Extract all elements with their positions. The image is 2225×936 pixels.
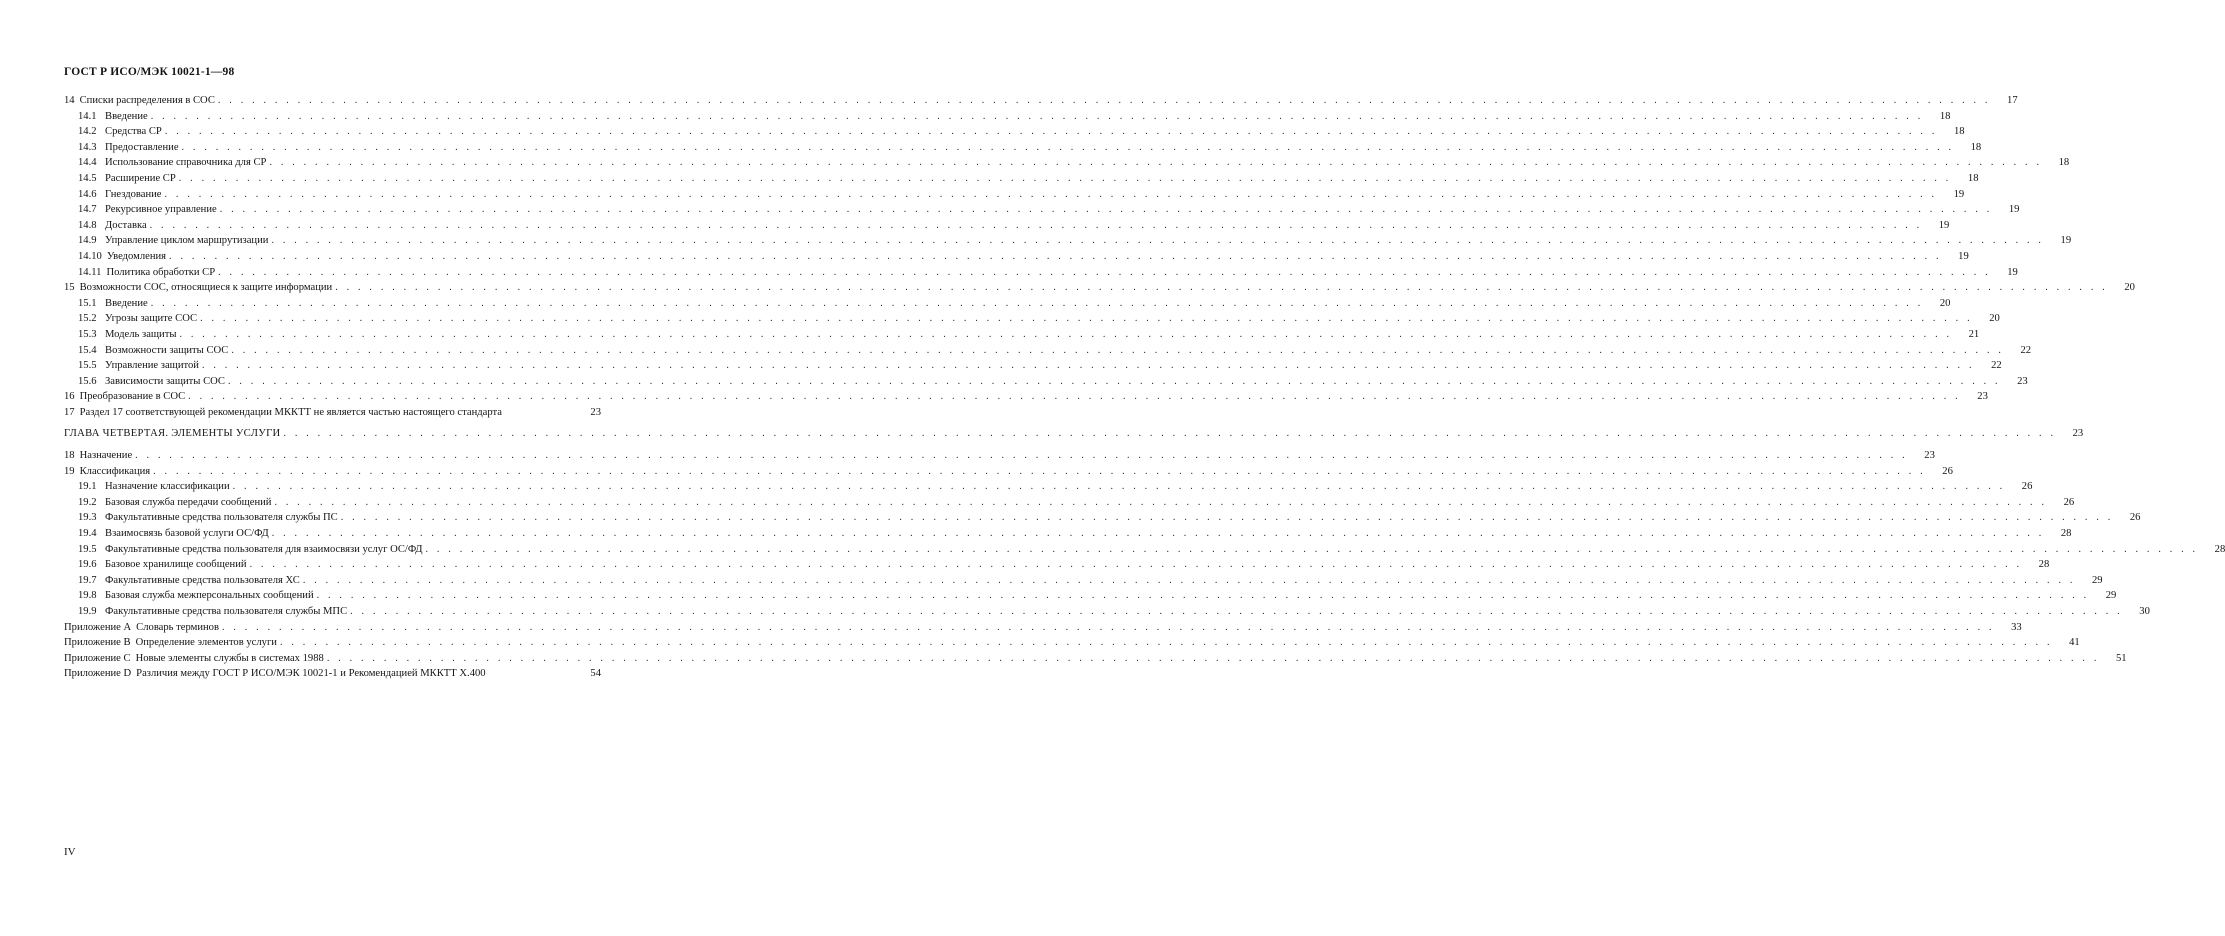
toc-entry-number: 14.4 bbox=[78, 157, 97, 169]
toc-entry-title: Определение элементов услуги bbox=[135, 637, 277, 649]
toc-entry-title: Зависимости защиты СОС bbox=[105, 375, 225, 387]
toc-entry[interactable] bbox=[64, 389, 1988, 405]
toc-dot-leader bbox=[218, 265, 1991, 281]
toc-entry[interactable] bbox=[64, 311, 2000, 327]
toc-entry[interactable] bbox=[64, 327, 1980, 343]
toc-entry[interactable] bbox=[64, 343, 2032, 359]
toc-entry[interactable] bbox=[64, 573, 2103, 589]
toc-entry-number: 14.6 bbox=[78, 188, 97, 200]
toc-entry-page: 19 bbox=[1938, 219, 1950, 231]
toc-entry-title: Введение bbox=[105, 297, 148, 309]
toc-entry[interactable] bbox=[64, 124, 1965, 140]
toc-entry[interactable] bbox=[64, 265, 2018, 281]
toc-entry-page: 29 bbox=[2105, 590, 2117, 602]
toc-entry-title: Управление защитой bbox=[105, 360, 199, 372]
toc-entry[interactable] bbox=[64, 448, 1935, 464]
toc-entry-number: 15.6 bbox=[78, 375, 97, 387]
toc-dot-leader bbox=[231, 343, 2004, 359]
toc-entry[interactable] bbox=[64, 542, 2225, 558]
toc-dot-leader bbox=[179, 327, 1952, 343]
toc-entry-number: Приложение В bbox=[64, 637, 131, 649]
toc-entry[interactable] bbox=[64, 233, 2072, 249]
toc-entry-number: 14.8 bbox=[78, 219, 97, 231]
toc-dot-leader bbox=[317, 588, 2090, 604]
toc-entry-page: 20 bbox=[1939, 297, 1951, 309]
toc-entry-title: Возможности защиты СОС bbox=[105, 344, 229, 356]
toc-entry-title: Факультативные средства пользователя ХС bbox=[105, 574, 300, 586]
toc-dot-leader bbox=[200, 311, 1973, 327]
toc-entry-page: 30 bbox=[2139, 606, 2150, 617]
toc-entry-page: 51 bbox=[2115, 652, 2127, 664]
toc-entry-page: 23 bbox=[1924, 450, 1935, 462]
toc-dot-leader bbox=[327, 651, 2100, 667]
toc-entry-title: Раздел 17 соответствующей рекомендации МККТТ не является частью настоящего стандарта bbox=[79, 406, 502, 418]
toc-entry-page: 28 bbox=[2060, 528, 2072, 540]
toc-entry-title: Модель защиты bbox=[105, 328, 177, 340]
toc-entry-title: Рекурсивное управление bbox=[105, 204, 217, 216]
toc-entry-number: 15.4 bbox=[78, 344, 97, 356]
toc-entry-number: 15.2 bbox=[78, 313, 97, 325]
toc-chapter-heading[interactable] bbox=[64, 426, 2084, 442]
toc-entry[interactable] bbox=[64, 588, 2117, 604]
toc-entry-number: 19.8 bbox=[78, 590, 97, 602]
toc-entry-number: 14.11 bbox=[78, 266, 102, 278]
toc-entry-number: 14.5 bbox=[78, 172, 97, 184]
toc-dot-leader bbox=[218, 93, 1991, 109]
toc-entry[interactable] bbox=[64, 405, 601, 421]
toc-entry[interactable] bbox=[64, 358, 2002, 374]
toc-entry[interactable] bbox=[64, 666, 601, 682]
toc-entry-number: 14.1 bbox=[78, 110, 97, 122]
toc-entry[interactable] bbox=[64, 635, 2080, 651]
toc-entry-page: 23 bbox=[2072, 428, 2084, 440]
toc-entry-number: 14.2 bbox=[78, 126, 97, 138]
toc-entry-page: 23 bbox=[590, 406, 601, 418]
toc-dot-leader bbox=[350, 604, 2123, 620]
table-of-contents bbox=[64, 93, 2225, 682]
toc-entry-number: 14.7 bbox=[78, 204, 97, 216]
toc-entry-title: Классификация bbox=[79, 465, 151, 477]
toc-dot-leader bbox=[233, 479, 2006, 495]
toc-entry-page: 26 bbox=[2129, 512, 2141, 524]
toc-entry-title: Базовая служба передачи сообщений bbox=[105, 496, 272, 508]
toc-entry[interactable] bbox=[64, 374, 2028, 390]
toc-entry-page: 18 bbox=[2058, 157, 2070, 169]
toc-entry-title: Расширение СР bbox=[105, 172, 176, 184]
toc-dot-leader bbox=[269, 155, 2042, 171]
page-header: ГОСТ Р ИСО/МЭК 10021-1—98 bbox=[64, 66, 235, 78]
toc-entry[interactable] bbox=[64, 218, 1950, 234]
toc-dot-leader bbox=[151, 109, 1924, 125]
toc-entry-page: 17 bbox=[2007, 95, 2018, 106]
toc-entry-title: Факультативные средства пользователя службы ПС bbox=[105, 512, 338, 524]
toc-entry-title: Преобразование в СОС bbox=[79, 391, 186, 403]
toc-entry[interactable] bbox=[64, 109, 1951, 125]
toc-entry-number: 19.1 bbox=[78, 481, 97, 493]
toc-dot-leader bbox=[179, 171, 1952, 187]
toc-entry-number: 17 bbox=[64, 406, 75, 418]
toc-entry-page: 26 bbox=[2021, 481, 2033, 493]
toc-entry-title: Назначение bbox=[79, 450, 133, 462]
toc-entry-page: 26 bbox=[2063, 496, 2075, 508]
toc-entry-page: 28 bbox=[2038, 559, 2050, 571]
toc-entry-title: Списки распределения в СОС bbox=[79, 95, 215, 106]
toc-entry-page: 23 bbox=[1977, 391, 1988, 403]
toc-entry-number: 19.2 bbox=[78, 496, 97, 508]
toc-dot-leader bbox=[165, 124, 1938, 140]
toc-entry[interactable] bbox=[64, 604, 2150, 620]
toc-entry-number: 19.6 bbox=[78, 559, 97, 571]
toc-entry-title: Возможности СОС, относящиеся к защите информации bbox=[79, 282, 333, 294]
toc-entry-page: 19 bbox=[1953, 188, 1965, 200]
toc-entry-number: Приложение С bbox=[64, 652, 131, 664]
toc-entry-title: Факультативные средства пользователя службы МПС bbox=[105, 606, 348, 617]
toc-entry[interactable] bbox=[64, 557, 2050, 573]
toc-entry[interactable] bbox=[64, 651, 2127, 667]
toc-entry[interactable] bbox=[64, 187, 1965, 203]
toc-entry-number: 19.3 bbox=[78, 512, 97, 524]
toc-entry-page: 21 bbox=[1968, 328, 1980, 340]
toc-dot-leader bbox=[150, 218, 1923, 234]
toc-entry[interactable] bbox=[64, 479, 2033, 495]
toc-entry-page: 22 bbox=[2020, 344, 2032, 356]
page-number: IV bbox=[64, 846, 76, 858]
toc-entry-title: Взаимосвязь базовой услуги ОС/ФД bbox=[105, 528, 269, 540]
toc-entry-title: Предоставление bbox=[105, 141, 179, 153]
toc-entry-number: 19.4 bbox=[78, 528, 97, 540]
toc-entry-number: 19.7 bbox=[78, 574, 97, 586]
toc-dot-leader bbox=[426, 542, 2199, 558]
toc-entry-page: 22 bbox=[1991, 360, 2002, 372]
toc-entry[interactable] bbox=[64, 93, 2018, 109]
toc-entry-page: 19 bbox=[2060, 235, 2072, 247]
toc-entry-number: 14.9 bbox=[78, 235, 97, 247]
toc-entry-page: 20 bbox=[2124, 282, 2135, 294]
toc-entry-title: Новые элементы службы в системах 1988 bbox=[135, 652, 324, 664]
toc-entry-title: Угрозы защите СОС bbox=[105, 313, 198, 325]
toc-entry[interactable] bbox=[64, 495, 2075, 511]
toc-dot-leader bbox=[153, 464, 1926, 480]
toc-entry-number: 14.10 bbox=[78, 250, 102, 262]
toc-entry[interactable] bbox=[64, 526, 2072, 542]
toc-dot-leader bbox=[165, 187, 1938, 203]
toc-dot-leader bbox=[303, 573, 2076, 589]
toc-entry-title: Использование справочника для СР bbox=[105, 157, 267, 169]
toc-dot-leader bbox=[222, 620, 1995, 636]
toc-entry-title: Базовое хранилище сообщений bbox=[105, 559, 247, 571]
toc-entry-title: Факультативные средства пользователя для взаимосвязи услуг ОС/ФД bbox=[105, 543, 423, 555]
toc-entry-number: 15.1 bbox=[78, 297, 97, 309]
toc-entry[interactable] bbox=[64, 202, 2020, 218]
toc-dot-leader bbox=[274, 495, 2047, 511]
toc-dot-leader bbox=[283, 426, 2056, 442]
toc-dot-leader bbox=[335, 280, 2108, 296]
toc-entry[interactable] bbox=[64, 249, 1969, 265]
toc-entry-title: Доставка bbox=[105, 219, 147, 231]
toc-entry-page: 33 bbox=[2011, 621, 2022, 633]
toc-entry-title: Политика обработки СР bbox=[106, 266, 216, 278]
toc-entry-number: Приложение D bbox=[64, 668, 132, 680]
toc-dot-leader bbox=[182, 140, 1955, 156]
toc-entry-title: Средства СР bbox=[105, 126, 162, 138]
toc-dot-leader bbox=[250, 557, 2023, 573]
toc-dot-leader bbox=[188, 389, 1961, 405]
toc-entry-page: 26 bbox=[1942, 465, 1953, 477]
toc-entry-page: 18 bbox=[1953, 126, 1965, 138]
toc-entry-number: 18 bbox=[64, 450, 75, 462]
toc-entry-title: ГЛАВА ЧЕТВЕРТАЯ. ЭЛЕМЕНТЫ УСЛУГИ bbox=[64, 428, 281, 440]
toc-entry-title: Уведомления bbox=[106, 250, 167, 262]
toc-entry-page: 28 bbox=[2214, 543, 2225, 555]
toc-dot-leader bbox=[169, 249, 1942, 265]
toc-entry[interactable] bbox=[64, 464, 1953, 480]
toc-entry-page: 23 bbox=[2017, 375, 2028, 387]
toc-dot-leader bbox=[220, 202, 1993, 218]
toc-dot-leader bbox=[151, 296, 1924, 312]
toc-entry-page: 54 bbox=[590, 668, 601, 680]
toc-dot-leader bbox=[272, 526, 2045, 542]
toc-entry-page: 19 bbox=[1958, 250, 1969, 262]
toc-dot-leader bbox=[271, 233, 2044, 249]
toc-entry-number: 14.3 bbox=[78, 141, 97, 153]
toc-entry-number: 16 bbox=[64, 391, 75, 403]
toc-entry-number: 19.9 bbox=[78, 606, 97, 617]
toc-dot-leader bbox=[280, 635, 2053, 651]
toc-entry-number: 15 bbox=[64, 282, 75, 294]
toc-entry-number: 19.5 bbox=[78, 543, 97, 555]
toc-entry[interactable] bbox=[64, 280, 2135, 296]
toc-entry-title: Назначение классификации bbox=[105, 481, 230, 493]
toc-entry[interactable] bbox=[64, 296, 1951, 312]
toc-entry-title: Словарь терминов bbox=[136, 621, 219, 633]
toc-entry[interactable] bbox=[64, 155, 2070, 171]
toc-entry-number: 19 bbox=[64, 465, 75, 477]
toc-entry-page: 18 bbox=[1967, 172, 1979, 184]
toc-entry-page: 19 bbox=[2008, 204, 2020, 216]
toc-entry[interactable] bbox=[64, 510, 2141, 526]
toc-entry-title: Базовая служба межперсональных сообщений bbox=[105, 590, 314, 602]
toc-dot-leader bbox=[228, 374, 2001, 390]
toc-entry-title: Гнездование bbox=[105, 188, 162, 200]
toc-entry-page: 18 bbox=[1970, 141, 1982, 153]
toc-entry[interactable] bbox=[64, 620, 2022, 636]
toc-dot-leader bbox=[202, 358, 1975, 374]
toc-dot-leader bbox=[341, 510, 2114, 526]
toc-entry-page: 41 bbox=[2069, 637, 2080, 649]
toc-entry-page: 19 bbox=[2007, 266, 2018, 278]
toc-entry[interactable] bbox=[64, 171, 1979, 187]
toc-entry-page: 18 bbox=[1939, 110, 1951, 122]
toc-entry-number: Приложение А bbox=[64, 621, 132, 633]
toc-entry-number: 14 bbox=[64, 95, 75, 106]
toc-entry-title: Управление циклом маршрутизации bbox=[105, 235, 269, 247]
toc-entry-number: 15.3 bbox=[78, 328, 97, 340]
toc-entry-page: 20 bbox=[1989, 313, 2000, 325]
toc-entry-title: Введение bbox=[105, 110, 148, 122]
toc-entry-number: 15.5 bbox=[78, 360, 97, 372]
toc-entry[interactable] bbox=[64, 140, 1982, 156]
toc-dot-leader bbox=[135, 448, 1908, 464]
toc-entry-title: Различия между ГОСТ Р ИСО/МЭК 10021-1 и Рекомендацией МККТТ Х.400 bbox=[136, 668, 486, 680]
toc-entry-page: 29 bbox=[2091, 574, 2103, 586]
